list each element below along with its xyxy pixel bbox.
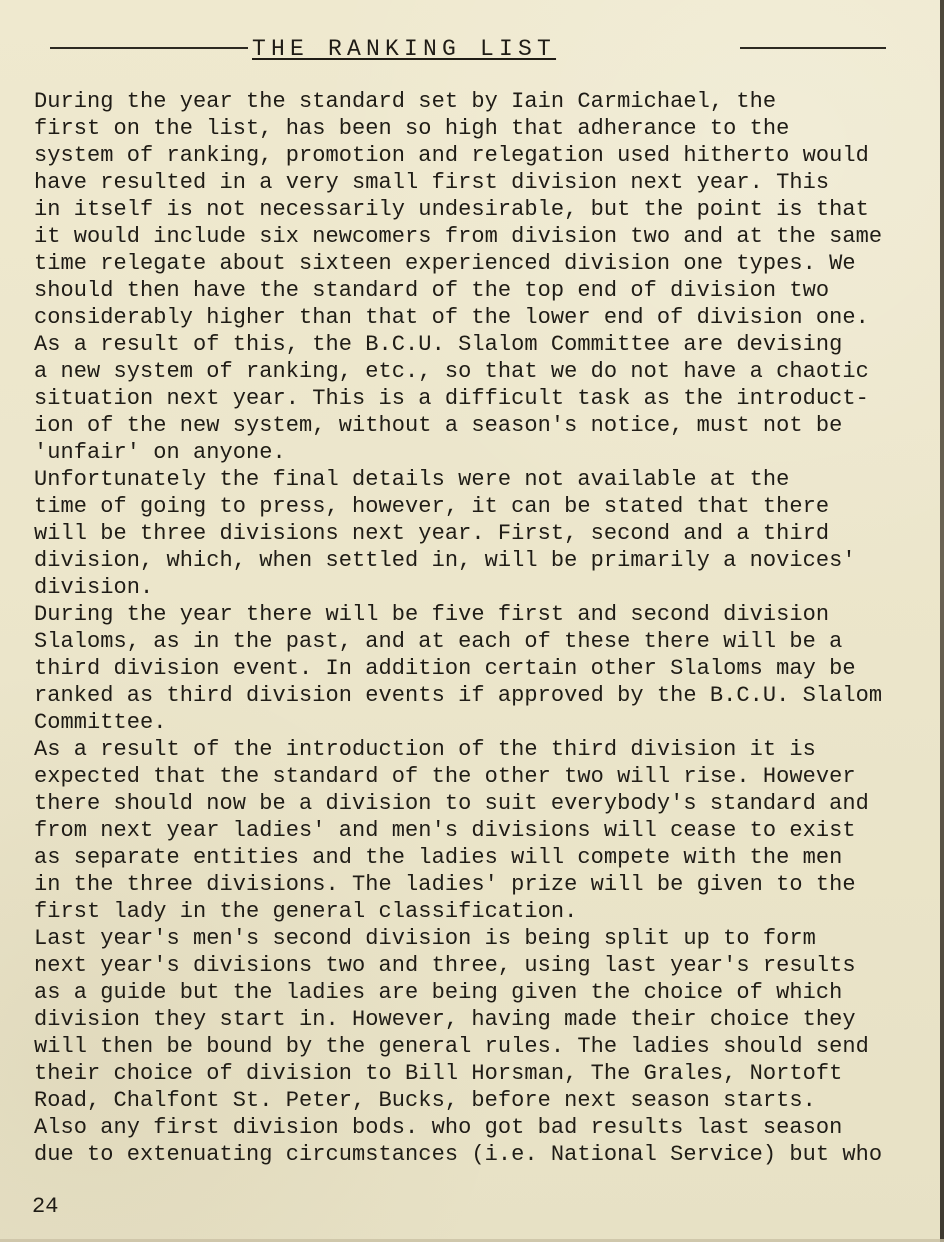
text-line: Also any first division bods. who got bad results last season [34, 1115, 843, 1140]
right-rule [740, 47, 886, 49]
text-line: ranked as third division events if approved by the B.C.U. Slalom [34, 683, 883, 708]
text-line: from next year ladies' and men's divisions will cease to exist [34, 818, 856, 843]
text-line: Last year's men's second division is being split up to form [34, 926, 816, 951]
text-line: Road, Chalfont St. Peter, Bucks, before next season starts. [34, 1088, 816, 1113]
text-line: During the year there will be five first and second division [34, 602, 830, 627]
text-line: it would include six newcomers from division two and at the same [34, 224, 883, 249]
text-line: in itself is not necessarily undesirable, but the point is that [34, 197, 869, 222]
text-line: time relegate about sixteen experienced division one types. We [34, 251, 856, 276]
text-line: Unfortunately the final details were not available at the [34, 467, 790, 492]
page-edge-shadow [940, 0, 944, 1242]
text-line: in the three divisions. The ladies' prize will be given to the [34, 872, 856, 897]
text-line: During the year the standard set by Iain Carmichael, the [34, 89, 777, 114]
text-line: Committee. [34, 710, 167, 735]
text-line: first on the list, has been so high that adherance to the [34, 116, 790, 141]
text-line: will be three divisions next year. First, second and a third [34, 521, 830, 546]
text-line: due to extenuating circumstances (i.e. National Service) but who [34, 1142, 883, 1167]
text-line: division, which, when settled in, will be primarily a novices' [34, 548, 856, 573]
text-line: system of ranking, promotion and relegation used hitherto would [34, 143, 869, 168]
text-line: division they start in. However, having made their choice they [34, 1007, 856, 1032]
text-line: division. [34, 575, 154, 600]
text-line: ion of the new system, without a season's notice, must not be [34, 413, 843, 438]
text-line: their choice of division to Bill Horsman, The Grales, Nortoft [34, 1061, 843, 1086]
text-line: will then be bound by the general rules. The ladies should send [34, 1034, 869, 1059]
page-title: THE RANKING LIST [252, 36, 557, 62]
text-line: a new system of ranking, etc., so that we do not have a chaotic [34, 359, 869, 384]
text-line: as separate entities and the ladies will compete with the men [34, 845, 843, 870]
text-line: situation next year. This is a difficult task as the introduct- [34, 386, 869, 411]
text-line: next year's divisions two and three, using last year's results [34, 953, 856, 978]
article-body [34, 88, 910, 1168]
text-line: Slaloms, as in the past, and at each of these there will be a [34, 629, 843, 654]
page-number: 24 [32, 1194, 59, 1219]
text-line: third division event. In addition certain other Slaloms may be [34, 656, 856, 681]
left-rule [50, 47, 248, 49]
header [50, 36, 890, 62]
text-line: As a result of the introduction of the third division it is [34, 737, 816, 762]
text-line: first lady in the general classification. [34, 899, 578, 924]
text-line: there should now be a division to suit everybody's standard and [34, 791, 869, 816]
text-line: considerably higher than that of the lower end of division one. [34, 305, 869, 330]
text-line: As a result of this, the B.C.U. Slalom Committee are devising [34, 332, 843, 357]
text-line: as a guide but the ladies are being given the choice of which [34, 980, 843, 1005]
text-line: time of going to press, however, it can be stated that there [34, 494, 830, 519]
text-line: expected that the standard of the other two will rise. However [34, 764, 856, 789]
text-line: should then have the standard of the top end of division two [34, 278, 830, 303]
text-line: have resulted in a very small first division next year. This [34, 170, 830, 195]
text-line: 'unfair' on anyone. [34, 440, 286, 465]
